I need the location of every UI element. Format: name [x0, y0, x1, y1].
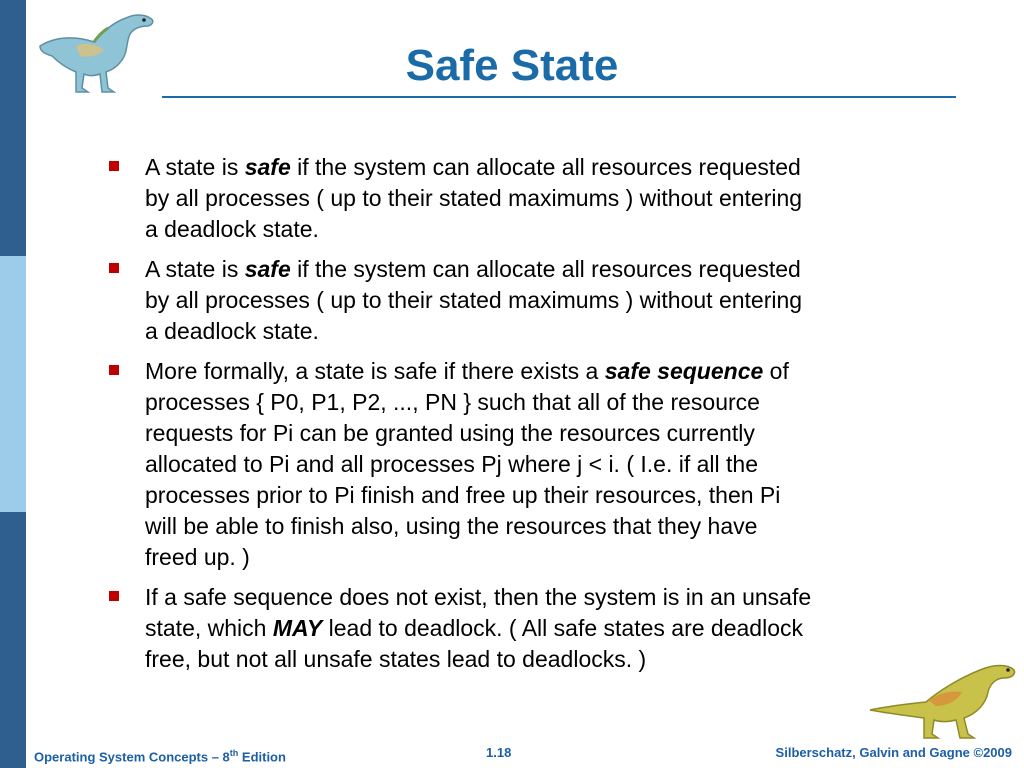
bullet-item: [105, 356, 905, 573]
text-run: if the system can allocate all resources requested by all processes ( up to their stated maximums ) without entering a deadlock state.: [145, 154, 803, 242]
bullet-text: [145, 582, 905, 675]
footer-book-title-suffix: Edition: [238, 749, 286, 765]
text-run: A state is: [145, 256, 245, 282]
text-run: If a safe sequence does not exist, then the system is in an unsafe state, which: [145, 584, 812, 641]
left-bar-middle-segment: [0, 256, 26, 512]
emphasis-text: safe: [244, 256, 291, 282]
emphasis-text: safe sequence: [604, 358, 764, 384]
bullet-square-icon: [109, 161, 119, 171]
footer-edition-superscript: th: [229, 748, 239, 758]
bullet-item: [105, 152, 905, 245]
bullet-text: [145, 152, 905, 245]
footer-book-title: [34, 744, 286, 766]
text-run: lead to deadlock. ( All safe states are deadlock free, but not all unsafe states lead to deadlocks. ): [145, 615, 803, 672]
footer-page-number: 1.18: [486, 745, 512, 760]
footer-book-title-prefix: Operating System Concepts – 8: [34, 749, 230, 765]
left-bar-top-segment: [0, 0, 26, 256]
text-run: if the system can allocate all resources requested by all processes ( up to their stated maximums ) without entering a deadlock state.: [145, 256, 803, 344]
bullet-item: [105, 254, 905, 347]
dinosaur-icon: [868, 656, 1018, 742]
left-decor-bar: [0, 0, 26, 768]
slide-title: Safe State: [405, 41, 619, 90]
text-run: A state is: [145, 154, 245, 180]
title-underline: [162, 96, 956, 98]
bullet-square-icon: [109, 365, 119, 375]
text-run: of processes { P0, P1, P2, ..., PN } such that all of the resource requests for Pi can be granted using the resources currently allocated to Pi and all processes Pj where j < i. ( I.e. if all the processes prior to Pi finish and free up their resources, then Pi will be able to finish also, using the resources that they have freed up. ): [145, 358, 789, 570]
emphasis-text: MAY: [272, 615, 323, 641]
left-bar-bottom-segment: [0, 512, 26, 768]
bullet-text: [145, 356, 905, 573]
footer-authors: Silberschatz, Galvin and Gagne ©2009: [775, 745, 1012, 760]
bullet-text: [145, 254, 905, 347]
emphasis-text: safe: [244, 154, 291, 180]
bullet-square-icon: [109, 591, 119, 601]
bullet-square-icon: [109, 263, 119, 273]
bullet-item: [105, 582, 905, 675]
bullet-list: [105, 152, 905, 684]
text-run: More formally, a state is safe if there exists a: [145, 358, 605, 384]
